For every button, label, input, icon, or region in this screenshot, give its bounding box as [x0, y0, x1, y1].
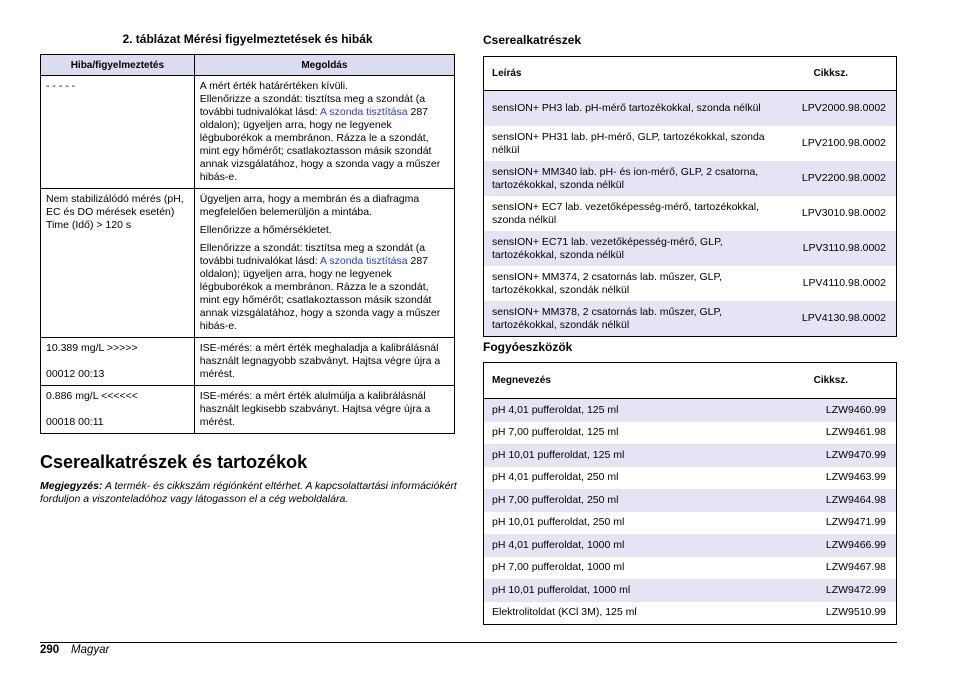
table-row — [484, 444, 897, 467]
item-code: LPV2100.98.0002 — [801, 137, 886, 149]
parts-table — [483, 56, 897, 337]
item-description: pH 10,01 pufferoldat, 250 ml — [492, 516, 625, 529]
note-label: Megjegyzés: — [40, 480, 103, 492]
item-code: LPV3110.98.0002 — [787, 231, 897, 266]
solution-paragraph — [200, 193, 449, 219]
item-description: pH 10,01 pufferoldat, 125 ml — [484, 444, 787, 467]
table-row — [484, 422, 897, 445]
solution-text: 287 oldalon); ügyeljen arra, hogy ne legyenek légbuborékok a membránon. Rázza le a szondát, mint egy hőmérőt; csatlakoztasson másik szondát annak vizsgálatához, hogy a szonda vagy a műszer hibás-e. — [199, 106, 441, 183]
error-cell: 0.886 mg/L <<<<<< 00018 00:11 — [41, 386, 195, 434]
table-row — [484, 266, 897, 301]
item-description: pH 4,01 pufferoldat, 250 ml — [492, 471, 619, 484]
table-row — [41, 338, 455, 386]
solution-paragraph — [200, 224, 449, 237]
table-row — [484, 399, 897, 422]
consumables-table — [483, 362, 897, 625]
item-description: sensION+ MM378, 2 csatornás lab. műszer, GLP, tartozékokkal, szondák nélkül — [484, 301, 787, 337]
item-description: sensION+ EC71 lab. vezetőképesség-mérő, GLP, tartozékokkal, szonda nélkül — [484, 231, 787, 266]
item-code: LZW9467.98 — [825, 561, 886, 574]
item-description: pH 10,01 pufferoldat, 1000 ml — [484, 579, 787, 602]
solution-paragraph — [200, 342, 449, 381]
column-header-code: Cikksz. — [787, 57, 897, 91]
solution-text: Ügyeljen arra, hogy a membrán és a diafragma megfelelően belemerüljön a mintába. — [199, 193, 420, 218]
parts-heading: Cserealkatrészek — [483, 33, 582, 47]
item-code: LZW9460.99 — [787, 399, 897, 422]
item-code: LPV2000.98.0002 — [787, 91, 897, 127]
table-row — [484, 602, 897, 625]
table-row — [484, 557, 897, 580]
solution-paragraph — [200, 80, 449, 184]
cross-reference-link[interactable]: A szonda tisztítása — [320, 106, 408, 118]
solution-text: ISE-mérés: a mért érték meghaladja a kalibrálásnál használt legnagyobb szabványt. Hajtsa végre újra a mérést. — [199, 342, 441, 380]
table-row — [484, 196, 897, 231]
item-description: pH 4,01 pufferoldat, 125 ml — [484, 399, 787, 422]
item-description: sensION+ EC7 lab. vezetőképesség-mérő, tartozékokkal, szonda nélkül — [492, 200, 760, 226]
cross-reference-link[interactable]: A szonda tisztítása — [320, 255, 408, 267]
item-code: LZW9470.99 — [787, 444, 897, 467]
solution-cell — [194, 386, 454, 434]
error-cell: Nem stabilizálódó mérés (pH, EC és DO mérések esetén) Time (Idő) > 120 s — [41, 189, 195, 338]
solution-cell — [194, 338, 454, 386]
table-row — [484, 91, 897, 127]
solution-text: A mért érték határértéken kívüli. Ellenőrizze a szondát: tisztítsa meg a szondát (a további tudnivalókat lásd: — [199, 80, 426, 118]
column-header-code: Cikksz. — [787, 363, 897, 399]
table-row — [41, 386, 455, 434]
solution-text: 287 oldalon); ügyeljen arra, hogy ne legyenek légbuborékok a membránon. Rázza le a szondát, mint egy hőmérőt; csatlakoztasson másik szondát annak vizsgálatához, hogy a szonda vagy a műszer hibás-e. — [199, 255, 441, 332]
item-code: LZW9463.99 — [825, 471, 886, 484]
item-description: sensION+ PH3 lab. pH-mérő tartozékokkal, szonda nélkül — [484, 91, 787, 127]
table-caption: 2. táblázat Mérési figyelmeztetések és hibák — [122, 32, 373, 46]
note — [40, 480, 460, 506]
table-row — [41, 189, 455, 338]
item-code: LZW9464.98 — [787, 489, 897, 512]
item-code: LPV4110.98.0002 — [802, 277, 886, 289]
consumables-heading: Fogyóeszközök — [483, 340, 573, 354]
errors-table — [40, 54, 455, 434]
solution-text: ISE-mérés: a mért érték alulmúlja a kalibrálásnál használt legkisebb szabványt. Hajtsa végre újra a mérést. — [199, 390, 431, 428]
page-language: Magyar — [71, 644, 110, 656]
page-number: 290 — [40, 644, 60, 656]
item-description: Elektrolitoldat (KCl 3M), 125 ml — [492, 606, 637, 619]
error-cell: 10.389 mg/L >>>>> 00012 00:13 — [41, 338, 195, 386]
table-row — [484, 534, 897, 557]
item-code: LZW9461.98 — [825, 426, 886, 439]
item-code: LPV4130.98.0002 — [787, 301, 897, 337]
item-description: pH 7,00 pufferoldat, 125 ml — [492, 426, 619, 439]
table-row — [484, 301, 897, 337]
solution-cell — [194, 76, 454, 189]
solution-paragraph — [200, 242, 449, 333]
section-title: Cserealkatrészek és tartozékok — [40, 452, 308, 472]
footer-divider — [40, 642, 897, 643]
column-header-solution: Megoldás — [194, 55, 454, 76]
item-description: sensION+ MM340 lab. pH- és ion-mérő, GLP, 2 csatorna, tartozékokkal, szonda nélkül — [484, 161, 787, 196]
column-header-error: Hiba/figyelmeztetés — [41, 55, 195, 76]
table-row — [484, 512, 897, 535]
solution-text: Ellenőrizze a hőmérsékletet. — [199, 224, 332, 236]
table-row — [484, 467, 897, 490]
solution-cell — [194, 189, 454, 338]
item-code: LZW9510.99 — [825, 606, 886, 619]
table-row — [484, 231, 897, 266]
table-row — [484, 489, 897, 512]
item-code: LZW9471.99 — [825, 516, 886, 529]
item-code: LZW9466.99 — [787, 534, 897, 557]
column-header-description: Leírás — [484, 57, 787, 91]
item-description: pH 7,00 pufferoldat, 1000 ml — [492, 561, 625, 574]
item-description: pH 4,01 pufferoldat, 1000 ml — [484, 534, 787, 557]
item-code: LPV3010.98.0002 — [801, 207, 886, 219]
table-row — [41, 76, 455, 189]
table-row — [484, 161, 897, 196]
error-cell: - - - - - — [41, 76, 195, 189]
column-header-name: Megnevezés — [484, 363, 787, 399]
solution-text: Ellenőrizze a szondát: tisztítsa meg a szondát (a további tudnivalókat lásd: — [199, 242, 426, 267]
item-description: pH 7,00 pufferoldat, 250 ml — [484, 489, 787, 512]
item-code: LPV2200.98.0002 — [787, 161, 897, 196]
table-row — [484, 579, 897, 602]
solution-paragraph — [200, 390, 449, 429]
table-row — [484, 126, 897, 161]
item-description: sensION+ MM374, 2 csatornás lab. műszer, GLP, tartozékokkal, szondák nélkül — [492, 270, 723, 296]
item-code: LZW9472.99 — [787, 579, 897, 602]
item-description: sensION+ PH31 lab. pH-mérő, GLP, tartozékokkal, szonda nélkül — [492, 130, 765, 156]
note-text: A termék- és cikkszám régiónként eltérhet. A kapcsolattartási információkért forduljon a viszonteladóhoz vagy látogasson el a cég weboldalára. — [40, 480, 457, 505]
